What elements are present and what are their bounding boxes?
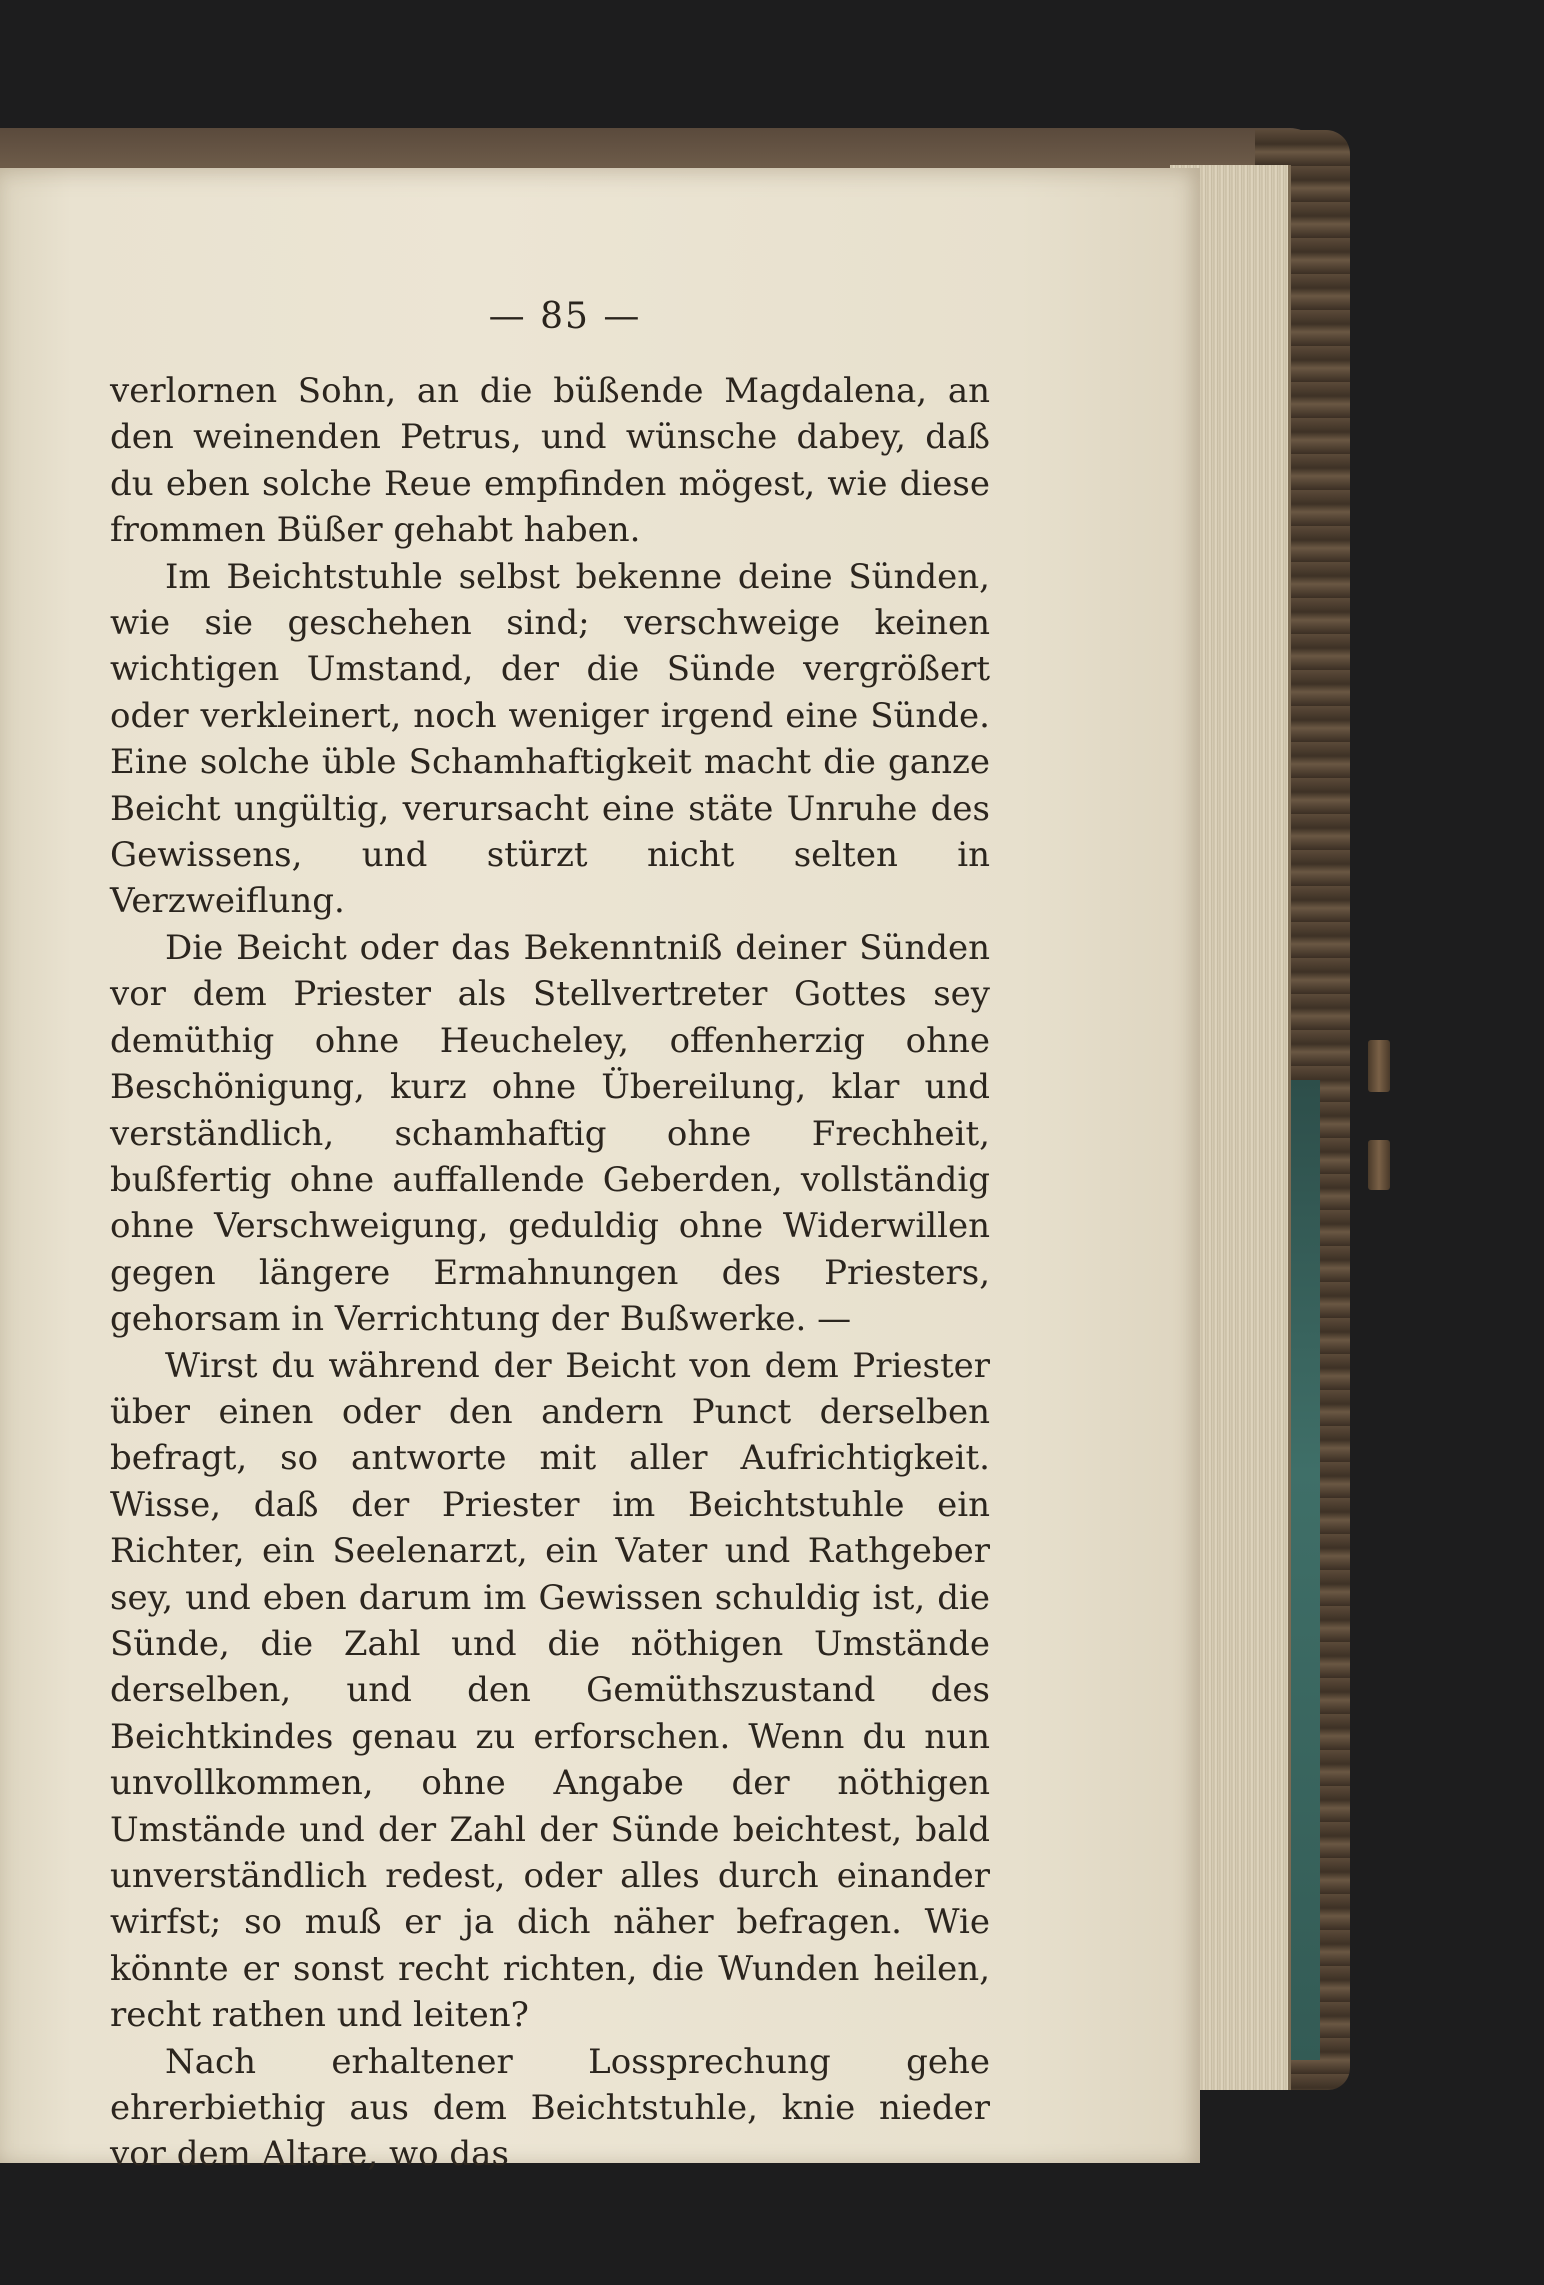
body-text — [110, 368, 990, 2178]
paragraph-3: Die Beicht oder das Bekenntniß deiner Sünden vor dem Priester als Stellvertreter Gottes sey demüthig ohne Heucheley, offenherzig ohne Beschönigung, kurz ohne Übereilung, klar und verständlich, schamhaftig ohne Frechheit, bußfertig ohne auffallende Geberden, vollständig ohne Verschweigung, geduldig ohne Widerwillen gegen längere Ermahnungen des Priesters, gehorsam in Verrichtung der Bußwerke. — — [110, 927, 990, 1340]
book-page — [0, 168, 1200, 2175]
paragraph-5: Nach erhaltener Lossprechung gehe ehrerbiethig aus dem Beichtstuhle, knie nieder vor dem Altare, wo das — [110, 2041, 990, 2175]
paragraph-1: verlornen Sohn, an die büßende Magdalena, an den weinenden Petrus, und wünsche dabey, daß du eben solche Reue empfinden mögest, wie diese frommen Büßer gehabt haben. — [110, 371, 990, 551]
page-header — [0, 296, 1200, 337]
paragraph-4: Wirst du während der Beicht von dem Priester über einen oder den andern Punct derselben befragt, so antworte mit aller Aufrichtigkeit. Wisse, daß der Priester im Beichtstuhle ein Richter, ein Seelenarzt, ein Vater und Rathgeber sey, und eben darum im Gewissen schuldig ist, die Sünde, die Zahl und die nöthigen Umstände derselben, und den Gemüthszustand des Beichtkindes genau zu erforschen. Wenn du nun unvollkommen, ohne Angabe der nöthigen Umstände und der Zahl der Sünde beichtest, bald unverständlich redest, oder alles durch einander wirfst; so muß er ja dich näher befragen. Wie könnte er sonst recht richten, die Wunden heilen, recht rathen und leiten? — [110, 1345, 990, 2036]
book-clasp-upper — [1368, 1040, 1390, 1092]
page-number: — 85 — — [488, 296, 642, 337]
book-cover-inner-lining — [1290, 1080, 1320, 2060]
paragraph-2: Im Beichtstuhle selbst bekenne deine Sünden, wie sie geschehen sind; verschweige keinen wichtigen Umstand, der die Sünde vergrößert oder verkleinert, noch weniger irgend eine Sünde. Eine solche üble Schamhaftigkeit macht die ganze Beicht ungültig, verursacht eine stäte Unruhe des Gewissens, und stürzt nicht selten in Verzweiflung. — [110, 556, 990, 922]
book-clasp-lower — [1368, 1140, 1390, 1190]
